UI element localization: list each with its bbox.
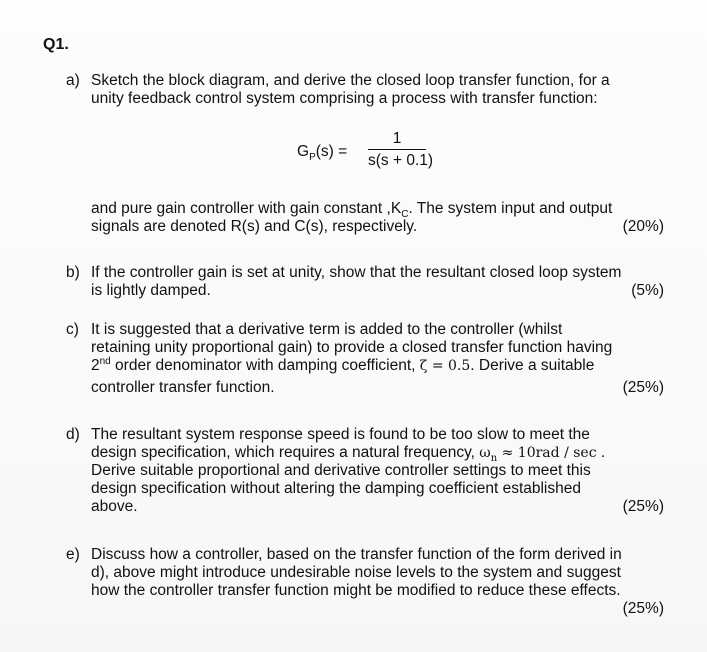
part-d-line-5: above. xyxy=(91,498,138,515)
part-c-label: c) xyxy=(66,321,79,338)
part-a-line-3-post: . The system input and output xyxy=(408,200,613,217)
equation-denominator: s(s + 0.1) xyxy=(368,152,434,169)
part-c xyxy=(66,321,686,401)
part-b-line-2-row xyxy=(91,282,684,300)
equation-g-subscript: P xyxy=(309,152,316,164)
equation-lhs xyxy=(297,143,347,167)
part-a-line-3-pre: and pure gain controller with gain constant ,K xyxy=(91,200,402,217)
damping-coefficient-math: ζ = 0.5 xyxy=(419,358,471,374)
part-c-line-4: controller transfer function. xyxy=(91,379,275,396)
part-d-line-2-post: . xyxy=(596,444,606,461)
part-e xyxy=(66,546,686,626)
part-c-ordinal-number: 2 xyxy=(91,357,100,374)
part-b-label: b) xyxy=(66,264,80,281)
part-d-line-4: design specification without altering the damping coefficient established xyxy=(91,480,581,497)
part-e-text xyxy=(91,546,684,618)
natural-frequency-math xyxy=(479,445,597,464)
part-a-label: a) xyxy=(66,72,80,89)
part-c-line-4-row xyxy=(91,379,684,397)
part-b-marks: (5%) xyxy=(631,282,664,299)
part-d-label: d) xyxy=(66,426,80,443)
equation-fraction xyxy=(368,130,434,170)
part-e-line-2: d), above might introduce undesirable noise levels to the system and suggest xyxy=(91,564,621,581)
part-b xyxy=(66,264,686,304)
part-a-line-3 xyxy=(91,200,684,221)
question-label: Q1. xyxy=(43,36,69,53)
part-e-line-3: how the controller transfer function might be modified to reduce these effects. xyxy=(91,582,621,599)
part-c-line-2: retaining unity proportional gain) to provide a closed transfer function having xyxy=(91,339,613,356)
part-e-label: e) xyxy=(66,546,80,563)
part-a-text-continued xyxy=(91,200,684,236)
part-b-line-2: is lightly damped. xyxy=(91,282,211,299)
part-c-line-3 xyxy=(91,357,684,375)
omega-symbol: ω xyxy=(479,445,491,461)
part-a-line-1: Sketch the block diagram, and derive the closed loop transfer function, for a xyxy=(91,72,610,89)
part-a-line-3-sub: C xyxy=(401,209,409,221)
part-c-marks: (25%) xyxy=(622,379,664,396)
part-d-line-1: The resultant system response speed is found to be too slow to meet the xyxy=(91,426,590,443)
part-a-line-2: unity feedback control system comprising a process with transfer function: xyxy=(91,90,598,107)
part-d xyxy=(66,426,686,526)
part-a-marks: (20%) xyxy=(622,218,664,235)
part-d-marks: (25%) xyxy=(622,498,664,515)
part-c-line-1: It is suggested that a derivative term is added to the controller (whilst xyxy=(91,321,563,338)
part-d-line-2-pre: design specification, which requires a natural frequency, xyxy=(91,444,480,461)
part-a-continued xyxy=(66,200,686,240)
part-c-line-3-pre: order denominator with damping coefficient, xyxy=(110,357,420,374)
part-a-text xyxy=(91,72,684,108)
part-d-line-2 xyxy=(91,444,684,462)
natural-frequency-value: ≈ 10rad / sec xyxy=(497,445,597,461)
part-a-line-4: signals are denoted R(s) and C(s), respectively. xyxy=(91,218,418,235)
part-c-line-3-post: . Derive a suitable xyxy=(470,357,595,374)
equation-argument: (s) = xyxy=(315,143,348,160)
part-d-text xyxy=(91,426,684,516)
part-d-line-5-row xyxy=(91,498,684,516)
part-b-text xyxy=(91,264,684,300)
part-c-ordinal-suffix: nd xyxy=(99,355,111,367)
part-d-line-3: Derive suitable proportional and derivative controller settings to meet this xyxy=(91,462,591,479)
part-e-line-1: Discuss how a controller, based on the transfer function of the form derived in xyxy=(91,546,622,563)
equation-g-symbol: G xyxy=(297,143,310,160)
part-b-line-1: If the controller gain is set at unity, show that the resultant closed loop system xyxy=(91,264,622,281)
equation-numerator: 1 xyxy=(392,130,402,147)
omega-subscript: n xyxy=(490,452,498,464)
transfer-function-equation xyxy=(297,130,437,174)
equation-fraction-bar xyxy=(368,149,426,150)
part-a-line-4-row xyxy=(91,218,684,236)
part-c-text xyxy=(91,321,684,397)
part-e-marks: (25%) xyxy=(622,600,664,617)
